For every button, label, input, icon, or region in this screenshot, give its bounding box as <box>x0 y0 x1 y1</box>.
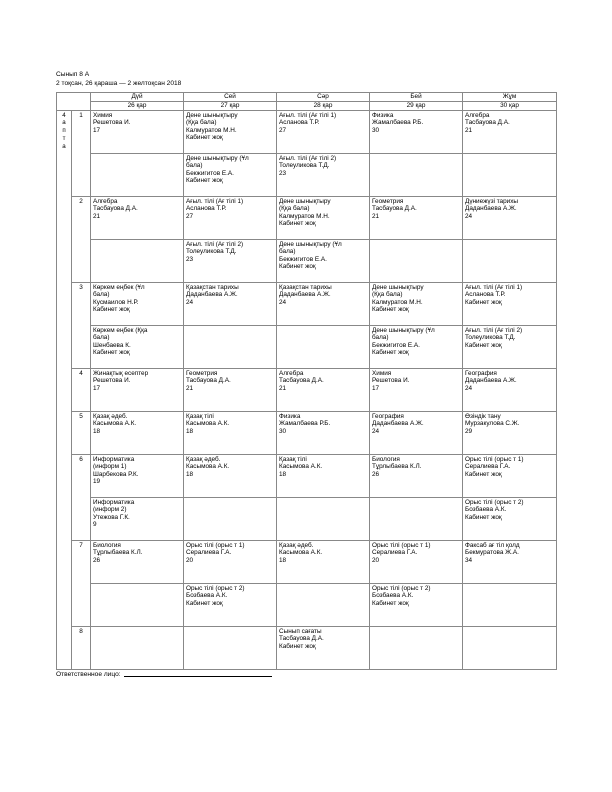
lesson-cell <box>184 412 277 455</box>
subject-name: Дене шынықтыру <box>186 111 238 119</box>
subject-name: Ағыл. тілі (Ағ тілі 2) <box>279 154 337 162</box>
lesson-cell <box>370 369 463 412</box>
lesson-cell <box>370 197 463 240</box>
lesson-detail: Тасбауова Д.А. <box>465 119 510 127</box>
lesson-detail: Толеуликова Т.Д. <box>186 248 237 256</box>
lesson-row <box>57 240 557 283</box>
lesson-cell <box>91 369 184 412</box>
lesson-detail: 21 <box>372 212 380 220</box>
lesson-detail: Касымова А.К. <box>279 549 323 557</box>
side-label-char: 4 <box>62 111 66 119</box>
lesson-detail: Тұрлыбаева К.Л. <box>372 463 422 471</box>
subject-name: Орыс тілі (орыс т 1) <box>465 455 524 463</box>
lesson-cell <box>277 498 370 541</box>
subject-name: Геометрия <box>186 369 218 377</box>
lesson-cell <box>184 369 277 412</box>
lesson-cell <box>463 584 557 627</box>
lesson-cell <box>463 369 557 412</box>
lesson-detail: 30 <box>279 427 287 435</box>
lesson-detail: 21 <box>465 126 473 134</box>
signature-line <box>124 676 272 677</box>
subject-name: Қазақ тілі <box>279 455 307 463</box>
lesson-cell <box>370 240 463 283</box>
class-title: Сынып 8 А <box>56 71 90 78</box>
lesson-detail: 26 <box>372 470 380 478</box>
lesson-cell <box>91 111 184 154</box>
lesson-detail: Даданбаева А.Ж. <box>279 291 331 299</box>
lesson-detail: Жамалбаева Р.Б. <box>372 119 424 127</box>
lesson-detail: (информ 1) <box>93 463 127 471</box>
lesson-detail: Мурзакулова С.Ж. <box>465 420 520 428</box>
lesson-detail: Тасбауова Д.А. <box>279 377 324 385</box>
lesson-cell <box>370 412 463 455</box>
lesson-detail: (Ққа бала) <box>372 291 403 299</box>
lesson-detail: Кабинет жоқ <box>93 306 130 314</box>
lesson-row <box>57 541 557 584</box>
subject-name: Сынып сағаты <box>279 627 322 635</box>
lesson-cell <box>463 197 557 240</box>
lesson-cell <box>91 197 184 240</box>
subject-name: Физика <box>279 412 301 420</box>
lesson-detail: 27 <box>279 126 287 134</box>
lesson-row <box>57 111 557 154</box>
lesson-detail: Тасбауова Д.А. <box>279 635 324 643</box>
lesson-detail: 18 <box>279 556 287 564</box>
lesson-detail: Кабинет жоқ <box>93 349 130 357</box>
lesson-cell <box>463 455 557 498</box>
subject-name: Геометрия <box>372 197 404 205</box>
lesson-detail: (информ 2) <box>93 506 127 514</box>
lesson-row <box>57 369 557 412</box>
lesson-cell <box>184 584 277 627</box>
lesson-cell <box>277 111 370 154</box>
lesson-detail: Бекмуратова Ж.А. <box>465 549 519 557</box>
lesson-cell <box>370 111 463 154</box>
lesson-cell <box>370 283 463 326</box>
lesson-detail: Кабинет жоқ <box>186 599 223 607</box>
subject-name: Қазақ әдеб. <box>186 455 221 463</box>
lesson-cell <box>91 154 184 197</box>
subject-name: Дене шынықтыру (Ұл <box>372 326 435 334</box>
lesson-cell <box>277 627 370 670</box>
lesson-cell <box>463 240 557 283</box>
lesson-detail: 18 <box>186 427 194 435</box>
lesson-detail: Решетова И. <box>93 377 131 385</box>
lesson-detail: (Ққа бала) <box>186 119 217 127</box>
lesson-detail: Толеуликова Т.Д. <box>279 162 330 170</box>
side-label-char: а <box>62 142 66 150</box>
lesson-cell <box>184 111 277 154</box>
timetable <box>56 92 557 670</box>
lesson-cell <box>463 111 557 154</box>
subject-name: Орыс тілі (орыс т 1) <box>372 541 431 549</box>
lesson-detail: бала) <box>279 248 296 256</box>
lesson-detail: Кабинет жоқ <box>279 263 316 271</box>
subject-name: Факсаб ағ тіл қолд <box>465 541 520 549</box>
lesson-cell <box>370 627 463 670</box>
lesson-number: 6 <box>72 455 91 541</box>
lesson-row <box>57 498 557 541</box>
lesson-cell <box>370 584 463 627</box>
lesson-cell <box>91 498 184 541</box>
lesson-detail: 21 <box>186 384 194 392</box>
subject-name: География <box>465 369 497 377</box>
lesson-detail: Кабинет жоқ <box>465 513 502 521</box>
lesson-detail: Кабинет жоқ <box>465 341 502 349</box>
subject-name: Дене шынықтыру <box>372 283 424 291</box>
lesson-detail: Бекжигитов Е.А. <box>372 341 420 349</box>
lesson-detail: Кабинет жоқ <box>372 306 409 314</box>
lesson-detail: Решетова И. <box>93 119 131 127</box>
lesson-detail: Асланова Т.Р. <box>279 119 320 127</box>
subject-name: Алгебра <box>279 369 304 377</box>
subject-name: Дене шынықтыру (Ұл <box>279 240 342 248</box>
lesson-detail: Даданбаева А.Ж. <box>465 205 517 213</box>
lesson-detail: 23 <box>279 169 287 177</box>
lesson-detail: Калмуратов М.Н. <box>372 298 423 306</box>
lesson-cell <box>91 627 184 670</box>
lesson-cell <box>463 326 557 369</box>
subject-name: Информатика <box>93 455 135 463</box>
corner-cell <box>57 93 91 111</box>
lesson-detail: 9 <box>93 521 97 529</box>
lesson-cell <box>91 240 184 283</box>
side-label-char: т <box>62 134 66 142</box>
lesson-number: 7 <box>72 541 91 627</box>
subject-name: Дене шынықтыру (Ұл <box>186 154 249 162</box>
lesson-cell <box>91 455 184 498</box>
lesson-cell <box>463 283 557 326</box>
lesson-detail: Касымова А.К. <box>93 420 137 428</box>
date-header: 30 қар <box>463 102 557 111</box>
subject-name: Биология <box>93 541 121 549</box>
day-header: Жұм <box>463 93 557 102</box>
lesson-row <box>57 197 557 240</box>
lesson-number: 2 <box>72 197 91 283</box>
lesson-detail: 21 <box>279 384 287 392</box>
lesson-cell <box>277 283 370 326</box>
lesson-detail: Толеуликова Т.Д. <box>465 334 516 342</box>
subject-name: Орыс тілі (орыс т 1) <box>186 541 245 549</box>
subject-name: Дүниежүзі тарихы <box>465 197 519 205</box>
lesson-detail: 17 <box>93 126 101 134</box>
lesson-detail: Касымова А.К. <box>279 463 323 471</box>
day-header: Сей <box>184 93 277 102</box>
subject-name: Ағыл. тілі (Ағ тілі 2) <box>186 240 244 248</box>
subject-name: Көркем еңбек (Ққа <box>93 326 148 334</box>
lesson-cell <box>277 326 370 369</box>
subject-name: Информатика <box>93 498 135 506</box>
lesson-detail: 20 <box>372 556 380 564</box>
lesson-cell <box>370 326 463 369</box>
lesson-cell <box>277 541 370 584</box>
lesson-detail: 26 <box>93 556 101 564</box>
lesson-cell <box>370 498 463 541</box>
lesson-cell <box>184 455 277 498</box>
day-header: Сәр <box>277 93 370 102</box>
lesson-cell <box>184 627 277 670</box>
lesson-detail: 24 <box>465 212 473 220</box>
subject-name: Алгебра <box>465 111 490 119</box>
lesson-detail: Даданбаева А.Ж. <box>372 420 424 428</box>
subject-name: Өзіндік тану <box>465 412 501 420</box>
lesson-detail: Кабинет жоқ <box>279 642 316 650</box>
lesson-cell <box>277 455 370 498</box>
lesson-detail: (Ққа бала) <box>279 205 310 213</box>
lesson-detail: Бозбаева А.К. <box>372 592 414 600</box>
lesson-detail: Калмуратов М.Н. <box>186 126 237 134</box>
lesson-detail: Сералиева Г.А. <box>465 463 511 471</box>
lesson-row <box>57 412 557 455</box>
lesson-number: 3 <box>72 283 91 369</box>
lesson-detail: бала) <box>93 334 110 342</box>
subject-name: Қазақ тілі <box>186 412 214 420</box>
lesson-cell <box>370 154 463 197</box>
lesson-cell <box>91 326 184 369</box>
lesson-detail: Утежова Г.К. <box>93 513 130 521</box>
lesson-cell <box>277 197 370 240</box>
lesson-detail: Бекжигитов Е.А. <box>279 255 327 263</box>
lesson-number: 5 <box>72 412 91 455</box>
lesson-detail: Даданбаева А.Ж. <box>465 377 517 385</box>
lesson-cell <box>184 240 277 283</box>
lesson-detail: 34 <box>465 556 473 564</box>
lesson-cell <box>184 326 277 369</box>
lesson-detail: Бекжигитов Е.А. <box>186 169 234 177</box>
subject-name: Қазақстан тарихы <box>186 283 239 291</box>
lesson-detail: Даданбаева А.Ж. <box>186 291 238 299</box>
subject-name: Алгебра <box>93 197 118 205</box>
subject-name: Орыс тілі (орыс т 2) <box>186 584 245 592</box>
lesson-detail: Касымова А.К. <box>186 463 230 471</box>
lesson-detail: 18 <box>279 470 287 478</box>
side-label-char: п <box>62 127 66 135</box>
lesson-row <box>57 326 557 369</box>
lesson-detail: Тасбауова Д.А. <box>372 205 417 213</box>
subject-name: Химия <box>372 369 392 377</box>
lesson-detail: Касымова А.К. <box>186 420 230 428</box>
lesson-cell <box>277 154 370 197</box>
lesson-detail: 24 <box>372 427 380 435</box>
lesson-detail: 21 <box>93 212 101 220</box>
lesson-detail: Кабинет жоқ <box>465 470 502 478</box>
lesson-detail: 24 <box>279 298 287 306</box>
lesson-row <box>57 283 557 326</box>
lesson-cell <box>184 541 277 584</box>
lesson-detail: бала) <box>93 291 110 299</box>
lesson-detail: Асланова Т.Р. <box>465 291 506 299</box>
subject-name: Физика <box>372 111 394 119</box>
lesson-detail: Бозбаева А.К. <box>186 592 228 600</box>
subject-name: Ағыл. тілі (Ағ тілі 1) <box>279 111 337 119</box>
responsible-label: Ответственное лицо: <box>56 671 121 678</box>
lesson-cell <box>277 369 370 412</box>
lesson-number: 1 <box>72 111 91 197</box>
lesson-detail: Тасбауова Д.А. <box>186 377 231 385</box>
subject-name: Көркем еңбек (Ұл <box>93 283 145 291</box>
day-header: Дүй <box>91 93 184 102</box>
lesson-detail: Сералиева Г.А. <box>372 549 418 557</box>
lesson-number: 8 <box>72 627 91 670</box>
lesson-row <box>57 627 557 670</box>
lesson-detail: 23 <box>186 255 194 263</box>
lesson-row <box>57 584 557 627</box>
lesson-detail: Решетова И. <box>372 377 410 385</box>
lesson-detail: Тұрлыбаева К.Л. <box>93 549 143 557</box>
lesson-cell <box>184 154 277 197</box>
lesson-cell <box>184 283 277 326</box>
lesson-cell <box>91 584 184 627</box>
subject-name: Ағыл. тілі (Ағ тілі 2) <box>465 326 523 334</box>
subject-name: Қазақстан тарихы <box>279 283 332 291</box>
subject-name: Биология <box>372 455 400 463</box>
date-header: 29 қар <box>370 102 463 111</box>
side-label-char: а <box>62 119 66 127</box>
lesson-cell <box>277 584 370 627</box>
lesson-detail: 27 <box>186 212 194 220</box>
lesson-cell <box>91 541 184 584</box>
lesson-detail: 24 <box>465 384 473 392</box>
lesson-cell <box>463 412 557 455</box>
lesson-detail: Кабинет жоқ <box>372 599 409 607</box>
lesson-detail: Калмуратов М.Н. <box>279 212 330 220</box>
subject-name: Жинақтық есептер <box>93 369 149 377</box>
lesson-row <box>57 455 557 498</box>
lesson-cell <box>184 498 277 541</box>
lesson-cell <box>91 412 184 455</box>
lesson-detail: 19 <box>93 478 101 486</box>
subject-name: Орыс тілі (орыс т 2) <box>465 498 524 506</box>
lesson-detail: Кусмаилов Н.Р. <box>93 298 139 306</box>
date-header: 26 қар <box>91 102 184 111</box>
lesson-detail: бала) <box>186 162 203 170</box>
lesson-detail: бала) <box>372 334 389 342</box>
date-header: 27 қар <box>184 102 277 111</box>
week-side-label <box>57 111 72 670</box>
lesson-detail: 17 <box>93 384 101 392</box>
lesson-detail: Тасбауова Д.А. <box>93 205 138 213</box>
lesson-cell <box>463 498 557 541</box>
subject-name: Дене шынықтыру <box>279 197 331 205</box>
lesson-detail: Жамалбаева Р.Б. <box>279 420 331 428</box>
day-header: Бей <box>370 93 463 102</box>
lesson-row <box>57 154 557 197</box>
lesson-cell <box>91 283 184 326</box>
subject-name: Химия <box>93 111 113 119</box>
lesson-detail: 29 <box>465 427 473 435</box>
lesson-detail: 18 <box>93 427 101 435</box>
date-header: 28 қар <box>277 102 370 111</box>
subject-name: Орыс тілі (орыс т 2) <box>372 584 431 592</box>
lesson-detail: Шенбаева К. <box>93 341 131 349</box>
subject-name: География <box>372 412 404 420</box>
lesson-detail: Кабинет жоқ <box>465 298 502 306</box>
lesson-cell <box>370 541 463 584</box>
lesson-detail: Кабинет жоқ <box>186 134 223 142</box>
responsible-person <box>56 671 272 678</box>
lesson-cell <box>370 455 463 498</box>
lesson-detail: Сералиева Г.А. <box>186 549 232 557</box>
subject-name: Ағыл. тілі (Ағ тілі 1) <box>186 197 244 205</box>
lesson-detail: 20 <box>186 556 194 564</box>
subject-name: Ағыл. тілі (Ағ тілі 1) <box>465 283 523 291</box>
lesson-cell <box>463 541 557 584</box>
lesson-detail: Кабинет жоқ <box>186 177 223 185</box>
lesson-cell <box>463 154 557 197</box>
lesson-cell <box>184 197 277 240</box>
lesson-detail: 24 <box>186 298 194 306</box>
lesson-number: 4 <box>72 369 91 412</box>
lesson-detail: 30 <box>372 126 380 134</box>
lesson-detail: Шарбекова Р.К. <box>93 470 139 478</box>
lesson-cell <box>463 627 557 670</box>
lesson-detail: Кабинет жоқ <box>279 220 316 228</box>
period-subtitle: 2 тоқсан, 26 қараша — 2 желтоқсан 2018 <box>56 80 182 87</box>
lesson-cell <box>277 412 370 455</box>
subject-name: Қазақ әдеб. <box>93 412 128 420</box>
subject-name: Қазақ әдеб. <box>279 541 314 549</box>
lesson-detail: Асланова Т.Р. <box>186 205 227 213</box>
lesson-detail: Бозбаева А.К. <box>465 506 507 514</box>
lesson-cell <box>277 240 370 283</box>
lesson-detail: Кабинет жоқ <box>372 349 409 357</box>
lesson-detail: 18 <box>186 470 194 478</box>
lesson-detail: 17 <box>372 384 380 392</box>
